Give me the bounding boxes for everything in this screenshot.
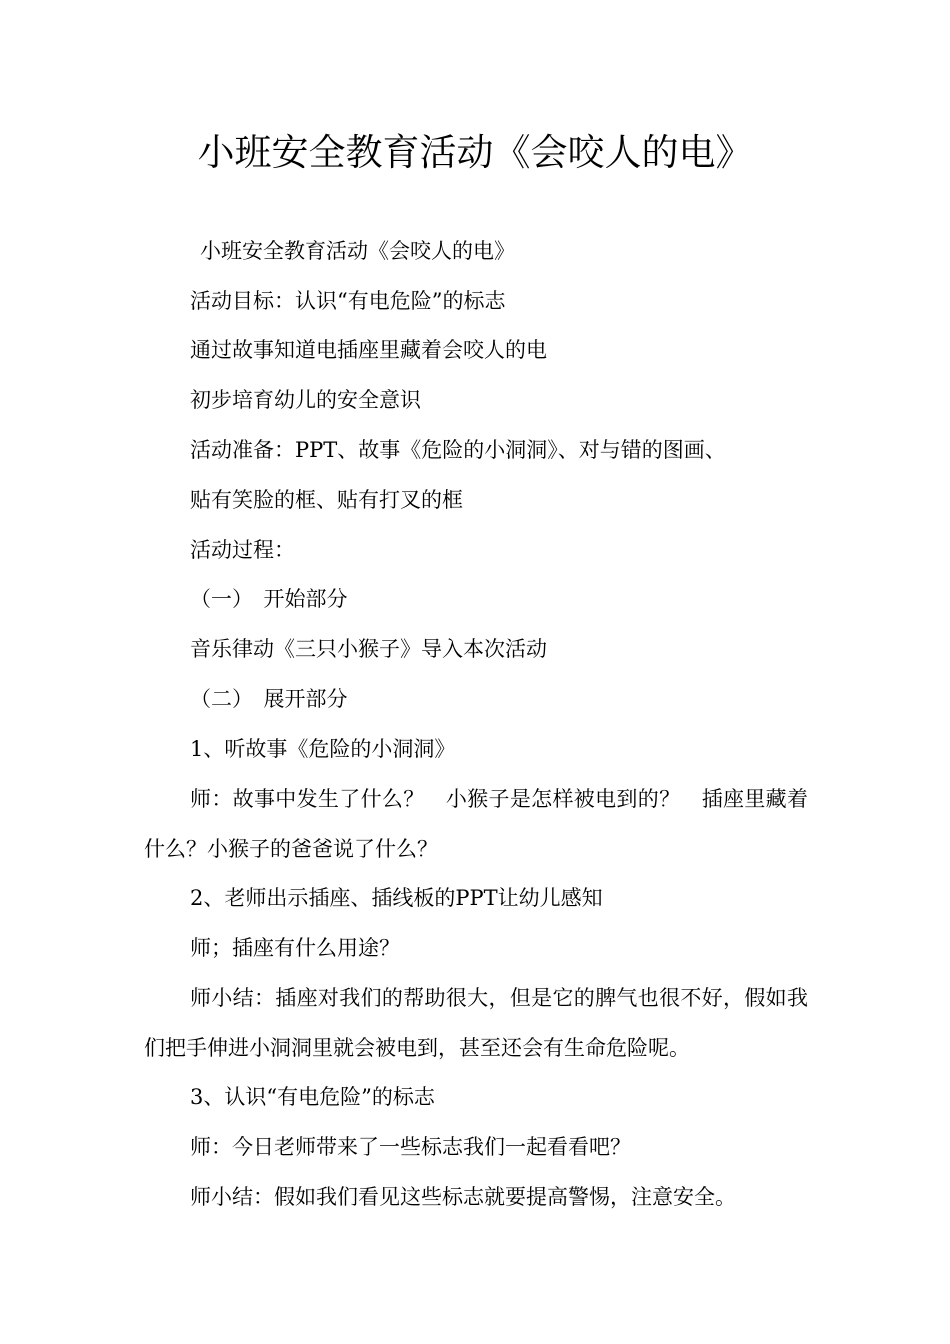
paragraph-teacher-questions: 师：故事中发生了什么？ 小猴子是怎样被电到的？ 插座里藏着什么？小猴子的爸爸说了什么？ — [144, 787, 808, 861]
paragraph-goal: 活动目标：认识“有电危险”的标志 — [190, 289, 506, 313]
paragraph-preparation: 活动准备：PPT、故事《危险的小洞洞》、对与错的图画、 — [190, 438, 726, 462]
paragraph-goal-3: 初步培育幼儿的安全意识 — [190, 388, 421, 412]
paragraph-teacher-usage: 师；插座有什么用途？ — [190, 936, 400, 960]
step-1: 1、听故事《危险的小洞洞》 — [190, 737, 456, 761]
document-title: 小班安全教育活动《会咬人的电》 — [197, 131, 753, 174]
paragraph-goal-2: 通过故事知道电插座里藏着会咬人的电 — [190, 338, 547, 362]
step-3: 3、认识“有电危险”的标志 — [190, 1085, 435, 1109]
paragraph-teacher-summary-2: 师小结：假如我们看见这些标志就要提高警惕，注意安全。 — [190, 1185, 736, 1209]
paragraph-music: 音乐律动《三只小猴子》导入本次活动 — [190, 637, 547, 661]
section-heading-start: （一） 开始部分 — [190, 587, 348, 611]
section-heading-develop: （二） 展开部分 — [190, 687, 348, 711]
step-2: 2、老师出示插座、插线板的PPT让幼儿感知 — [190, 886, 603, 910]
paragraph-preparation-2: 贴有笑脸的框、贴有打叉的框 — [190, 488, 463, 512]
paragraph-subtitle: 小班安全教育活动《会咬人的电》 — [200, 239, 515, 263]
paragraph-teacher-signs: 师：今日老师带来了一些标志我们一起看看吧？ — [190, 1135, 631, 1159]
paragraph-process: 活动过程： — [190, 538, 295, 562]
paragraph-teacher-summary: 师小结：插座对我们的帮助很大，但是它的脾气也很不好，假如我们把手伸进小洞洞里就会被电到，甚至还会有生命危险呢。 — [144, 986, 808, 1060]
